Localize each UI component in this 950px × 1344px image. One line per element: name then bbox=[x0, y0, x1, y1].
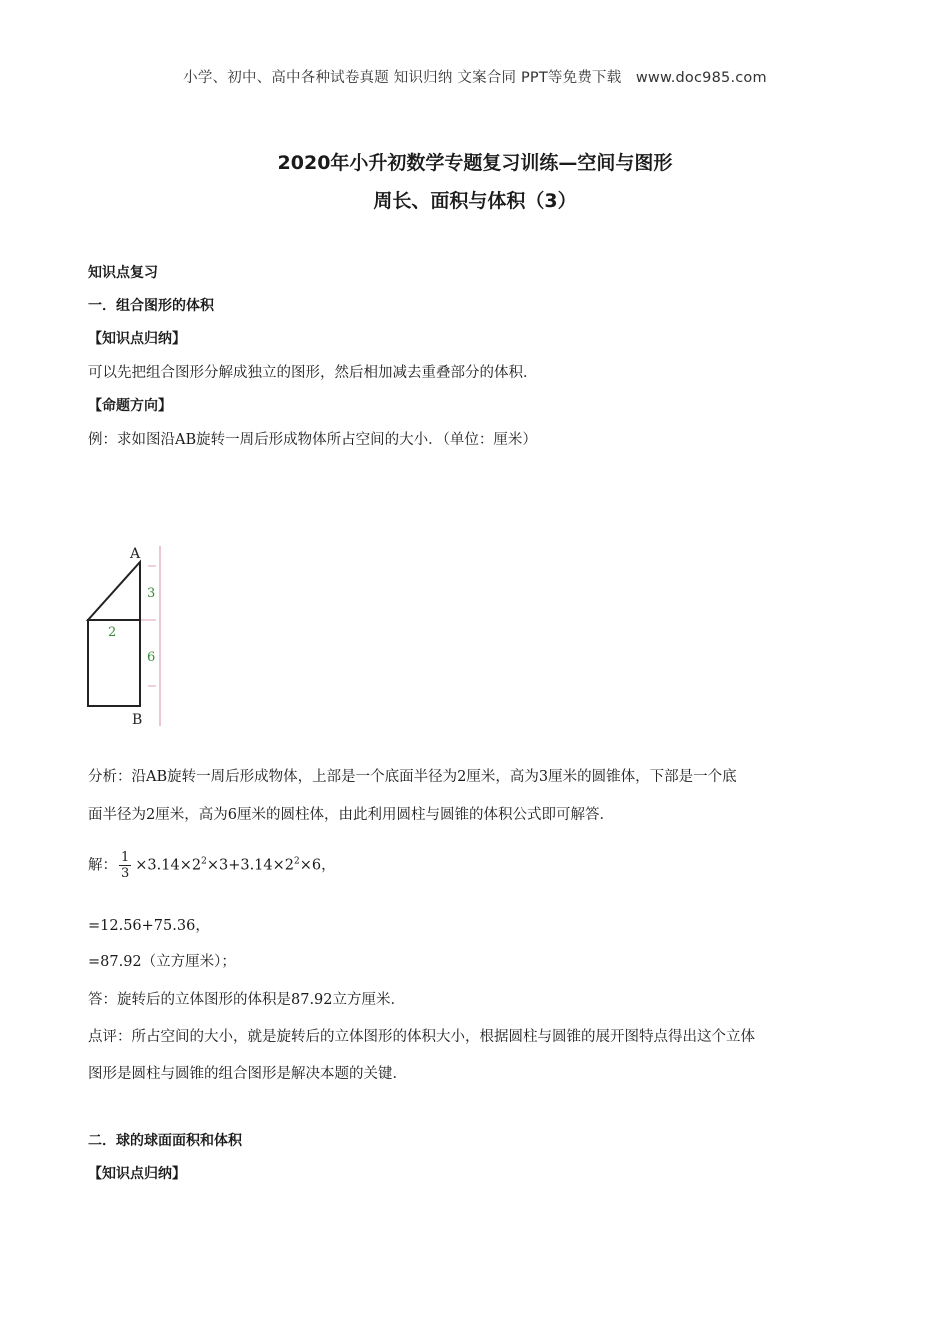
dim-bottom-label: 6 bbox=[147, 650, 156, 665]
solution-part-a: ×3.14×2 bbox=[135, 857, 202, 874]
part1-example: 例：求如图沿AB旋转一周后形成物体所占空间的大小．（单位：厘米） bbox=[88, 432, 537, 448]
exponent: 2 bbox=[201, 856, 207, 867]
section-heading: 知识点复习 bbox=[88, 265, 158, 281]
solution-line bbox=[88, 850, 336, 881]
solution-part-b: ×3+3.14×2 bbox=[206, 857, 295, 874]
comment-line1: 点评：所占空间的大小，就是旋转后的立体图形的体积大小，根据圆柱与圆锥的展开图特点得出这个立体 bbox=[88, 1029, 755, 1045]
triangle-shape bbox=[88, 562, 140, 620]
solution-step2: =12.56+75.36， bbox=[88, 918, 210, 934]
page-header bbox=[0, 66, 950, 87]
analysis-line1: 分析：沿AB旋转一周后形成物体，上部是一个底面半径为2厘米，高为3厘米的圆锥体，下部是一个底 bbox=[88, 769, 737, 785]
answer-text: 答：旋转后的立体图形的体积是87.92立方厘米． bbox=[88, 992, 406, 1008]
part1-direction-label: 【命题方向】 bbox=[88, 398, 172, 414]
analysis-line2: 面半径为2厘米，高为6厘米的圆柱体，由此利用圆柱与圆锥的体积公式即可解答． bbox=[88, 807, 614, 823]
frac-den: 3 bbox=[121, 866, 130, 881]
title-line2: 周长、面积与体积（3） bbox=[373, 190, 577, 212]
comment-line2: 图形是圆柱与圆锥的组合图形是解决本题的关键． bbox=[88, 1066, 407, 1082]
solution-part-c: ×6， bbox=[299, 857, 336, 874]
header-text: 小学、初中、高中各种试卷真题 知识归纳 文案合同 PPT等免费下载 bbox=[183, 70, 622, 86]
dim-top-label: 3 bbox=[147, 586, 156, 601]
point-b-label: B bbox=[132, 712, 143, 728]
part2-heading: 二．球的球面面积和体积 bbox=[88, 1133, 242, 1149]
exponent: 2 bbox=[294, 856, 300, 867]
header-site[interactable]: www.doc985.com bbox=[635, 70, 767, 86]
part1-heading: 一．组合图形的体积 bbox=[88, 298, 214, 314]
dim-width-label: 2 bbox=[108, 625, 117, 640]
part2-knowledge-label: 【知识点归纳】 bbox=[88, 1166, 186, 1182]
solution-step3: =87.92（立方厘米）； bbox=[88, 954, 236, 970]
geometry-figure bbox=[80, 540, 180, 736]
solution-prefix: 解： bbox=[88, 857, 117, 874]
frac-num: 1 bbox=[121, 850, 130, 865]
part1-knowledge-label: 【知识点归纳】 bbox=[88, 331, 186, 347]
fraction bbox=[119, 850, 131, 881]
point-a-label: A bbox=[130, 546, 141, 562]
part1-knowledge-text: 可以先把组合图形分解成独立的图形，然后相加减去重叠部分的体积． bbox=[88, 365, 538, 381]
title-line1: 2020年小升初数学专题复习训练—空间与图形 bbox=[277, 152, 673, 174]
